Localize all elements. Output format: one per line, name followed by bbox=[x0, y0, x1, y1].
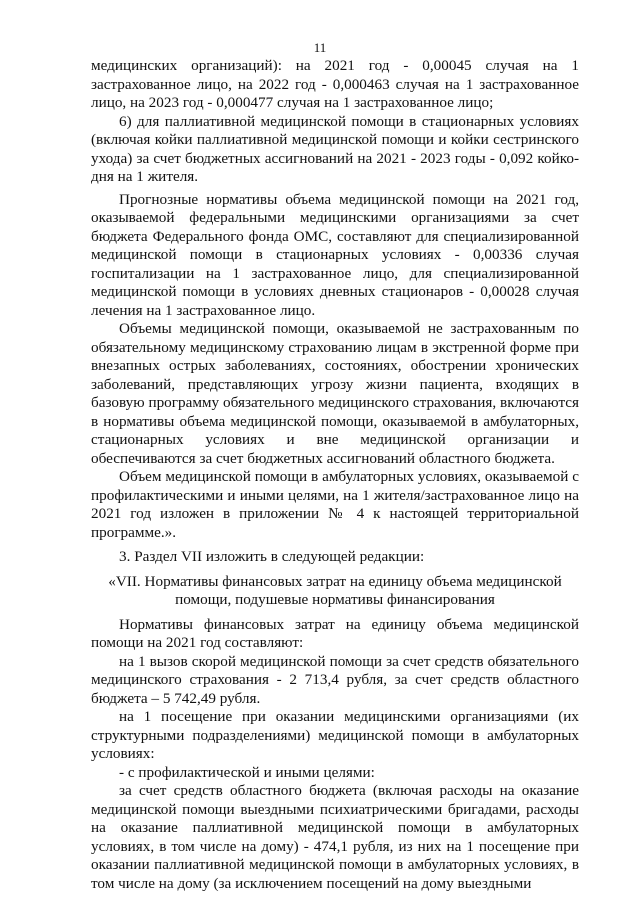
paragraph-palliative-item: 6) для паллиативной медицинской помощи в стационарных условиях (включая койки паллиативной медицинской помощи и койки сестринского ухода) за счет бюджетных ассигнований на 2021 - 2023 годы - 0,092 койко-дня на 1 жителя. bbox=[91, 112, 579, 185]
paragraph-outpatient-visit: на 1 посещение при оказании медицинскими организациями (их структурными подразделениями) медицинской помощи в амбулаторных условиях: bbox=[91, 708, 579, 762]
paragraph-preventive-purpose: - с профилактической и иными целями: bbox=[119, 763, 375, 781]
paragraph-regional-budget-cost: за счет средств областного бюджета (включая расходы на оказание медицинской помощи выездными психиатрическими бригадами, расходы на оказание паллиативной медицинской помощи в амбулаторных условиях, в том числе на дому) - 474,1 рубля, из них на 1 посещение при оказании паллиативной медицинской помощи в амбулаторных условиях, в том числе на дому (за исключением посещений на дому выездными bbox=[91, 782, 579, 892]
paragraph-financial-norms-intro: Нормативы финансовых затрат на единицу объема медицинской помощи на 2021 год составляют: bbox=[91, 615, 579, 651]
paragraph-ambulance-cost: на 1 вызов скорой медицинской помощи за счет средств обязательного медицинского страхования - 2 713,4 рубля, за счет средств областного бюджета – 5 742,49 рубля. bbox=[91, 652, 579, 707]
paragraph-federal-norms: Прогнозные нормативы объема медицинской помощи на 2021 год, оказываемой федеральными медицинскими организациями за счет бюджета Федерального фонда ОМС, составляют для специализированной медицинской помощи в стационарных условиях - 0,00336 случая госпитализации на 1 застрахованное лицо, для специализированной медицинской помощи в условиях дневных стационаров - 0,00028 случая лечения на 1 застрахованное лицо. bbox=[91, 190, 579, 319]
paragraph-continuation: медицинских организаций): на 2021 год - 0,00045 случая на 1 застрахованное лицо, на 2022 год - 0,000463 случая на 1 застрахованное лицо, на 2023 год - 0,000477 случая на 1 застрахованное лицо; bbox=[91, 57, 579, 111]
section-heading: «VII. Нормативы финансовых затрат на единицу объема медицинской помощи, подушевые нормативы финансирования bbox=[108, 572, 562, 608]
paragraph-outpatient-volume: Объем медицинской помощи в амбулаторных условиях, оказываемой с профилактическими и иными целями, на 1 жителя/застрахованное лицо на 2021 год изложен в приложении № 4 к настоящей территориальной программе.». bbox=[91, 468, 579, 541]
document-body bbox=[91, 57, 579, 893]
paragraph-section-amendment: 3. Раздел VII изложить в следующей редакции: bbox=[119, 548, 425, 565]
paragraph-uninsured-care: Объемы медицинской помощи, оказываемой не застрахованным по обязательному медицинскому страхованию лицам в экстренной форме при внезапных острых заболеваниях, состояниях, обострении хронических заболеваний, представляющих угрозу жизни пациента, входящих в базовую программу обязательного медицинского страхования, включаются в нормативы объема медицинской помощи, оказываемой в амбулаторных, стационарных условиях и вне медицинской организации и обеспечиваются за счет бюджетных ассигнований областного бюджета. bbox=[91, 320, 579, 467]
page-number: 11 bbox=[313, 40, 327, 55]
